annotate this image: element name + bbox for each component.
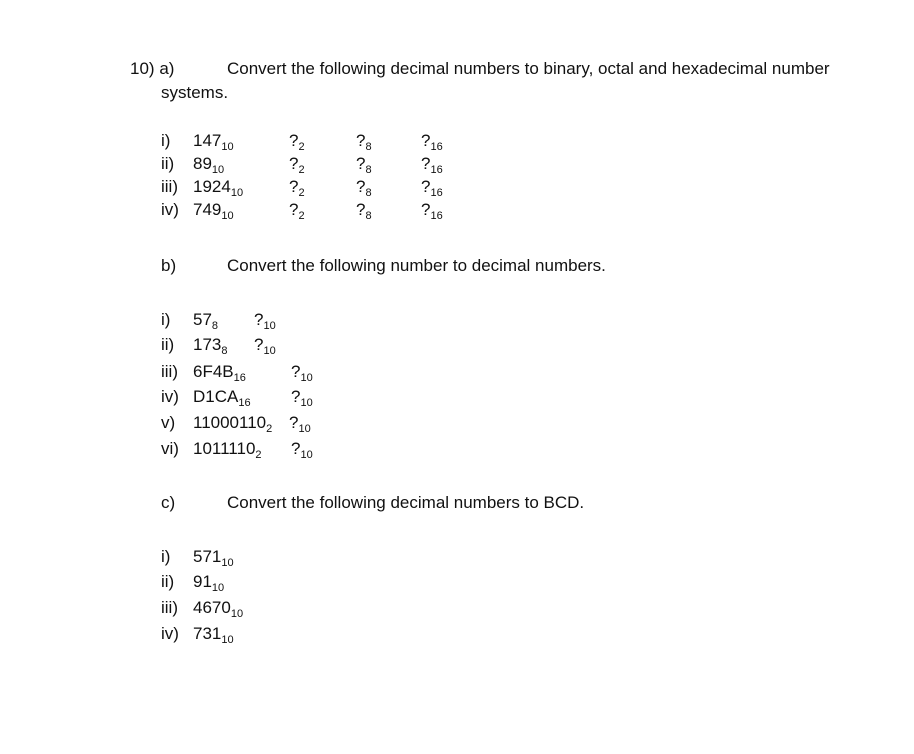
part-c-label: c) <box>161 493 176 512</box>
part-c-prompt: Convert the following decimal numbers to BCD. <box>227 493 585 512</box>
part-a-prompt-cont: systems. <box>161 83 229 102</box>
part-b-label: b) <box>161 256 177 275</box>
question-number: 10) a) <box>130 59 175 78</box>
part-b-prompt: Convert the following number to decimal numbers. <box>227 256 606 275</box>
part-a-prompt: Convert the following decimal numbers to binary, octal and hexadecimal number <box>227 59 830 78</box>
